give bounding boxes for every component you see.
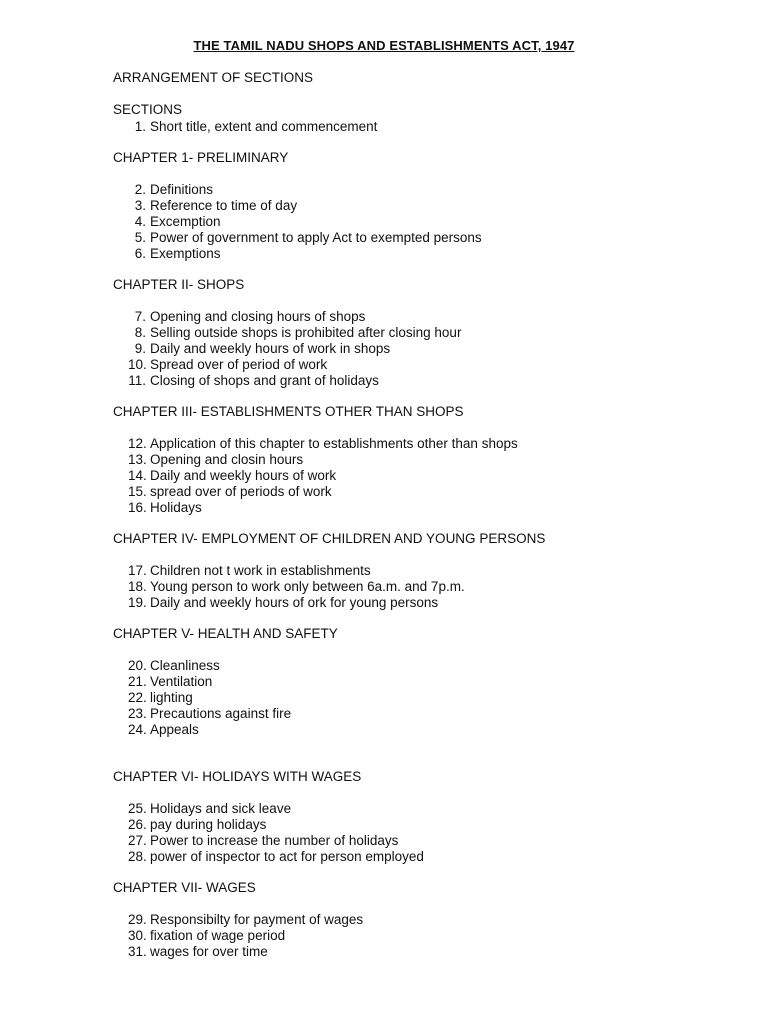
item-text: Daily and weekly hours of work bbox=[150, 468, 337, 483]
item-text: Definitions bbox=[150, 182, 214, 197]
chapter-heading: CHAPTER VI- HOLIDAYS WITH WAGES bbox=[113, 769, 362, 784]
item-text: Exemptions bbox=[150, 246, 221, 261]
arrangement-heading: ARRANGEMENT OF SECTIONS bbox=[113, 70, 314, 85]
item-number: 2. bbox=[134, 182, 146, 197]
item-text: Reference to time of day bbox=[150, 198, 298, 213]
item-number: 5. bbox=[134, 230, 146, 245]
item-number: 17. bbox=[128, 563, 147, 578]
item-number: 15. bbox=[128, 484, 147, 499]
item-number: 26. bbox=[128, 817, 147, 832]
item-number: 14. bbox=[128, 468, 147, 483]
document-title: THE TAMIL NADU SHOPS AND ESTABLISHMENTS ACT, 1947 bbox=[193, 38, 575, 53]
chapter-heading: CHAPTER V- HEALTH AND SAFETY bbox=[113, 626, 338, 641]
item-number: 8. bbox=[134, 325, 146, 340]
item-number: 12. bbox=[128, 436, 147, 451]
item-text: Cleanliness bbox=[150, 658, 220, 673]
item-text: Daily and weekly hours of work in shops bbox=[150, 341, 391, 356]
chapter-heading: CHAPTER 1- PRELIMINARY bbox=[113, 150, 289, 165]
item-text: power of inspector to act for person employed bbox=[150, 849, 424, 864]
item-text: Application of this chapter to establishments other than shops bbox=[150, 436, 518, 451]
item-text: wages for over time bbox=[150, 944, 268, 959]
item-number: 28. bbox=[128, 849, 147, 864]
item-text: Ventilation bbox=[150, 674, 213, 689]
item-number: 6. bbox=[134, 246, 146, 261]
item-text: spread over of periods of work bbox=[150, 484, 332, 499]
item-number: 21. bbox=[128, 674, 147, 689]
item-number: 3. bbox=[134, 198, 146, 213]
item-number: 18. bbox=[128, 579, 147, 594]
item-number: 25. bbox=[128, 801, 147, 816]
chapter-heading: CHAPTER II- SHOPS bbox=[113, 277, 245, 292]
item-text: Closing of shops and grant of holidays bbox=[150, 373, 379, 388]
item-text: Holidays and sick leave bbox=[150, 801, 292, 816]
item-number: 27. bbox=[128, 833, 147, 848]
item-text: Power to increase the number of holidays bbox=[150, 833, 399, 848]
sections-label: SECTIONS bbox=[113, 102, 183, 117]
item-text: Responsibilty for payment of wages bbox=[150, 912, 364, 927]
item-number: 24. bbox=[128, 722, 147, 737]
chapter-heading: CHAPTER VII- WAGES bbox=[113, 880, 256, 895]
item-text: fixation of wage period bbox=[150, 928, 286, 943]
item-number: 9. bbox=[134, 341, 146, 356]
chapter-heading: CHAPTER IV- EMPLOYMENT OF CHILDREN AND YOUNG PERSONS bbox=[113, 531, 546, 546]
item-text: Selling outside shops is prohibited after closing hour bbox=[150, 325, 462, 340]
item-number: 1. bbox=[134, 119, 146, 134]
item-text: Excemption bbox=[150, 214, 221, 229]
item-text: Short title, extent and commencement bbox=[150, 119, 378, 134]
item-text: Opening and closing hours of shops bbox=[150, 309, 366, 324]
item-text: Holidays bbox=[150, 500, 202, 515]
item-number: 13. bbox=[128, 452, 147, 467]
item-number: 11. bbox=[128, 373, 146, 388]
item-number: 22. bbox=[128, 690, 147, 705]
item-text: Power of government to apply Act to exempted persons bbox=[150, 230, 482, 245]
chapter-heading: CHAPTER III- ESTABLISHMENTS OTHER THAN SHOPS bbox=[113, 404, 464, 419]
item-text: Children not t work in establishments bbox=[150, 563, 371, 578]
item-number: 31. bbox=[128, 944, 147, 959]
item-text: Spread over of period of work bbox=[150, 357, 328, 372]
item-number: 30. bbox=[128, 928, 147, 943]
item-text: lighting bbox=[150, 690, 193, 705]
item-number: 4. bbox=[134, 214, 146, 229]
item-text: Appeals bbox=[150, 722, 199, 737]
item-number: 29. bbox=[128, 912, 147, 927]
item-text: Opening and closin hours bbox=[150, 452, 304, 467]
item-number: 19. bbox=[128, 595, 147, 610]
item-number: 16. bbox=[128, 500, 147, 515]
item-text: Daily and weekly hours of ork for young persons bbox=[150, 595, 439, 610]
item-text: Precautions against fire bbox=[150, 706, 292, 721]
item-number: 10. bbox=[128, 357, 147, 372]
item-number: 23. bbox=[128, 706, 147, 721]
item-number: 7. bbox=[134, 309, 146, 324]
item-text: pay during holidays bbox=[150, 817, 267, 832]
item-number: 20. bbox=[128, 658, 147, 673]
item-text: Young person to work only between 6a.m. and 7p.m. bbox=[150, 579, 465, 594]
